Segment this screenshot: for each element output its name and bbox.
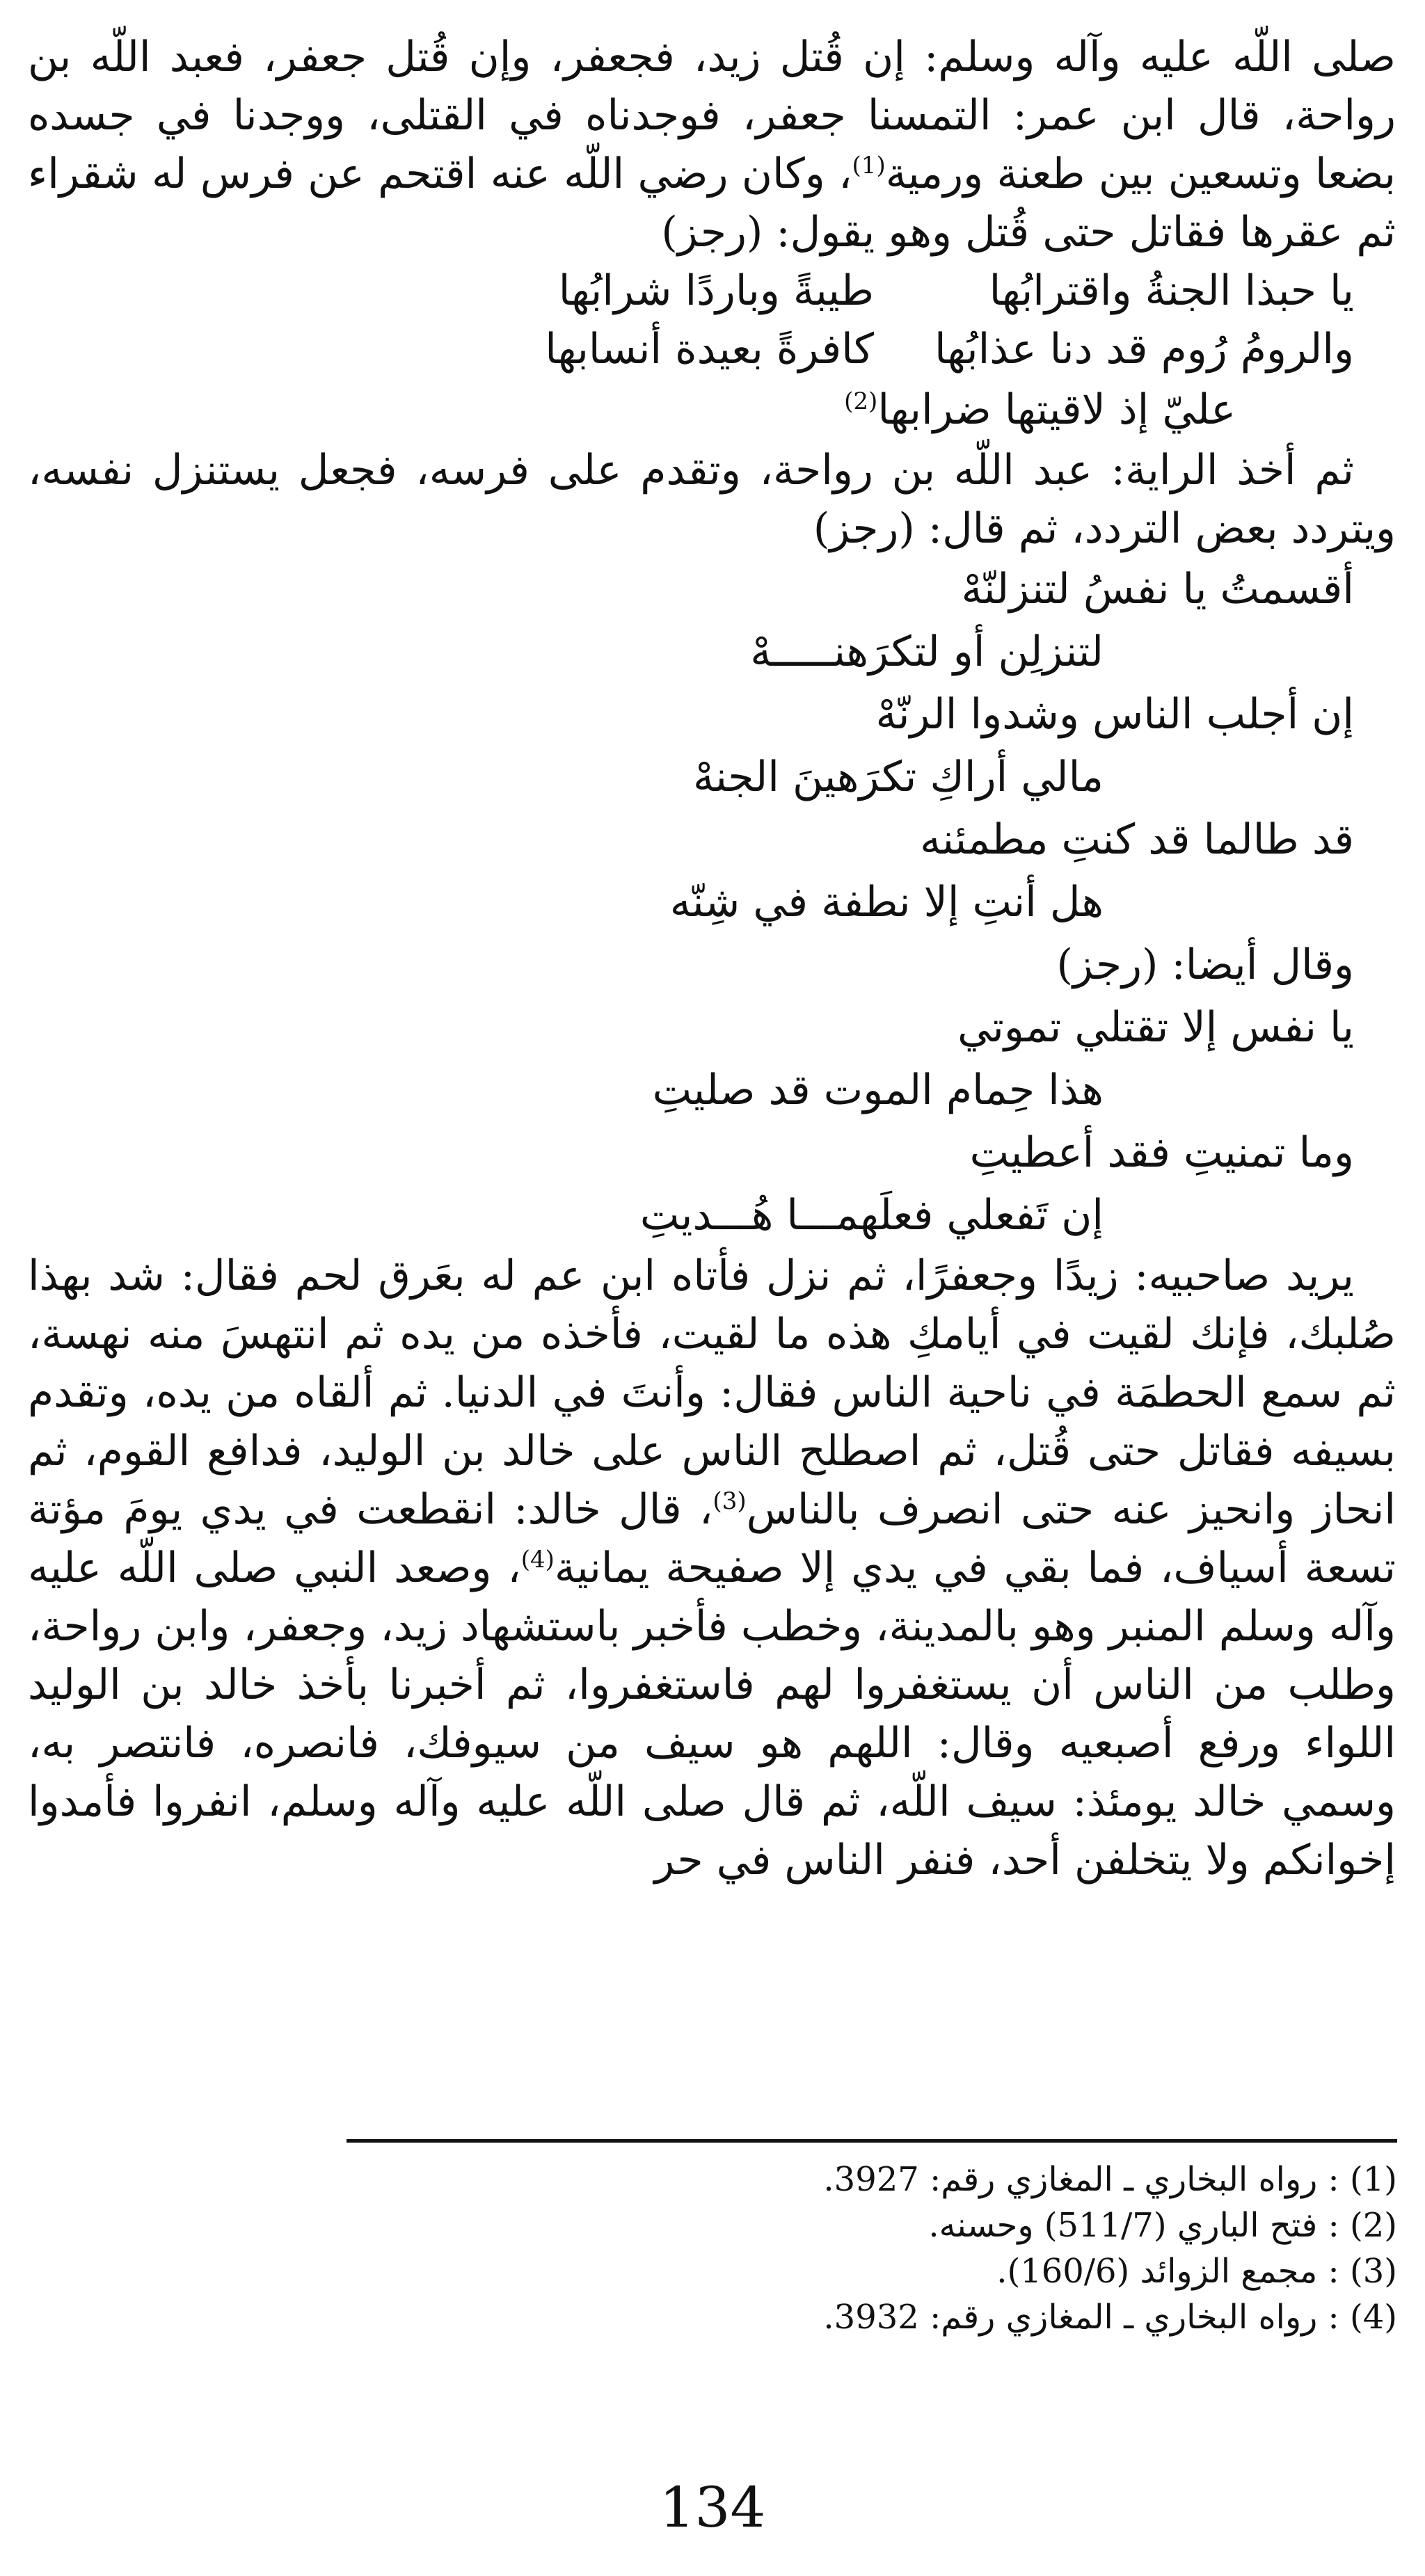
footnote-ref-3[interactable]: (3) (712, 1487, 747, 1515)
paragraph-4 (28, 1247, 1396, 1889)
verse-line: هل أنتِ إلا نطفة في شِنّه (669, 878, 1104, 927)
page-body (28, 28, 1396, 1889)
paragraph-3: وقال أيضا: (رجز) (1056, 941, 1354, 989)
paragraph-4-text: يريد صاحبيه: زيدًا وجعفرًا، ثم نزل فأتاه ابن عم له بعَرق لحم فقال: شد بهذا صُلبك، فإنك لقيت في أيامكِ هذه ما لقيت، فأخذه من يده ثم انتهسَ منه نهسة، ثم سمع الحطمَة في ناحية الناس فقال: وأنتَ في الدنيا. ثم ألقاه من يده، وتقدم بسيفه فقاتل حتى قُتل، ثم اصطلح الناس على خالد بن الوليد، فدافع القوم، ثم انحاز وانحيز عنه حتى انصرف بالناس (28, 1251, 1396, 1534)
footnote-4: (4) : رواه البخاري ـ المغازي رقم: 3932. (823, 2298, 1397, 2337)
paragraph-4-text: ، قال خالد: انقطعت في يدي يومَ مؤتة تسعة أسياف، فما بقي في يدي إلا صفيحة يمانية (28, 1485, 1396, 1592)
verse-line: أقسمتُ يا نفسُ لتنزلنّهْ (961, 565, 1354, 614)
verse-block-2 (28, 558, 1396, 934)
page-number: 134 (659, 2475, 766, 2540)
paragraph-1 (28, 28, 1396, 262)
verse-line: إن أجلب الناس وشدوا الرنّهْ (875, 690, 1354, 739)
verse-hemistich-right: والرومُ رُوم قد دنا عذابُها (934, 325, 1354, 374)
footnote-ref-1[interactable]: (1) (852, 152, 886, 179)
verse-line: لتنزلِن أو لتكرَهنـــــهْ (750, 627, 1104, 676)
verse-line (28, 262, 1396, 320)
footnote-3: (3) : مجمع الزوائد (160/6). (996, 2252, 1397, 2291)
verse-line: وما تمنيتِ فقد أعطيتِ (969, 1128, 1354, 1177)
footnote-ref-4[interactable]: (4) (520, 1546, 555, 1574)
verse-text: عليّ إذ لاقيتها ضرابها (877, 385, 1236, 434)
verse-hemistich-left: طيبةً وباردًا شرابُها (558, 266, 874, 315)
verse-line: إن تَفعلي فعلَهمـــا هُـــديتِ (639, 1191, 1104, 1240)
paragraph-1-text: صلى اللّه عليه وآله وسلم: إن قُتل زيد، فجعفر، وإن قُتل جعفر، فعبد اللّه بن رواحة، قال ابن عمر: التمسنا جعفر، فوجدناه في القتلى، ووجدنا في جسده بضعا وتسعين بين طعنة ورمية (28, 33, 1396, 198)
verse-line: هذا حِمام الموت قد صليتِ (652, 1066, 1104, 1114)
paragraph-2: ثم أخذ الراية: عبد اللّه بن رواحة، وتقدم على فرسه، فجعل يستنزل نفسه، ويتردد بعض التردد، ثم قال: (رجز) (28, 446, 1396, 553)
paragraph-1-tail: ، وكان رضي اللّه عنه اقتحم عن فرس له شقراء ثم عقرها فقاتل حتى قُتل وهو يقول: (رجز) (28, 150, 1396, 257)
verse-line: مالي أراكِ تكرَهينَ الجنهْ (692, 753, 1104, 801)
verse-line: قد طالما قد كنتِ مطمئنه (920, 815, 1354, 864)
verse-block-3 (28, 996, 1396, 1247)
footnote-2: (2) : فتح الباري (511/7) وحسنه. (928, 2206, 1397, 2245)
footnote-separator (347, 2139, 1397, 2143)
paragraph-4-text: ، وصعد النبي صلى اللّه عليه وآله وسلم المنبر وهو بالمدينة، وخطب فأخبر باستشهاد زيد، وجعفر، وابن رواحة، وطلب من الناس أن يستغفروا لهم فاستغفروا، ثم أخبرنا بأخذ خالد بن الوليد اللواء ورفع أصبعيه وقال: اللهم هو سيف من سيوفك، فانصره، فانتصر به، وسمي خالد يومئذ: سيف اللّه، ثم قال صلى اللّه عليه وآله وسلم، انفروا فأمدوا إخوانكم ولا يتخلفن أحد، فنفر الناس في حر (28, 1544, 1396, 1885)
verse-hemistich-left: كافرةً بعيدة أنسابها (545, 325, 874, 374)
verse-line: يا نفس إلا تقتلي تموتي (957, 1003, 1354, 1052)
footnote-1: (1) : رواه البخاري ـ المغازي رقم: 3927. (823, 2160, 1397, 2199)
footnote-ref-2[interactable]: (2) (844, 387, 878, 415)
verse-block-1 (28, 262, 1396, 441)
footnotes (29, 2157, 1397, 2340)
verse-line (28, 320, 1396, 378)
verse-line (28, 378, 1396, 441)
verse-hemistich-right: يا حبذا الجنةُ واقترابُها (989, 266, 1354, 315)
